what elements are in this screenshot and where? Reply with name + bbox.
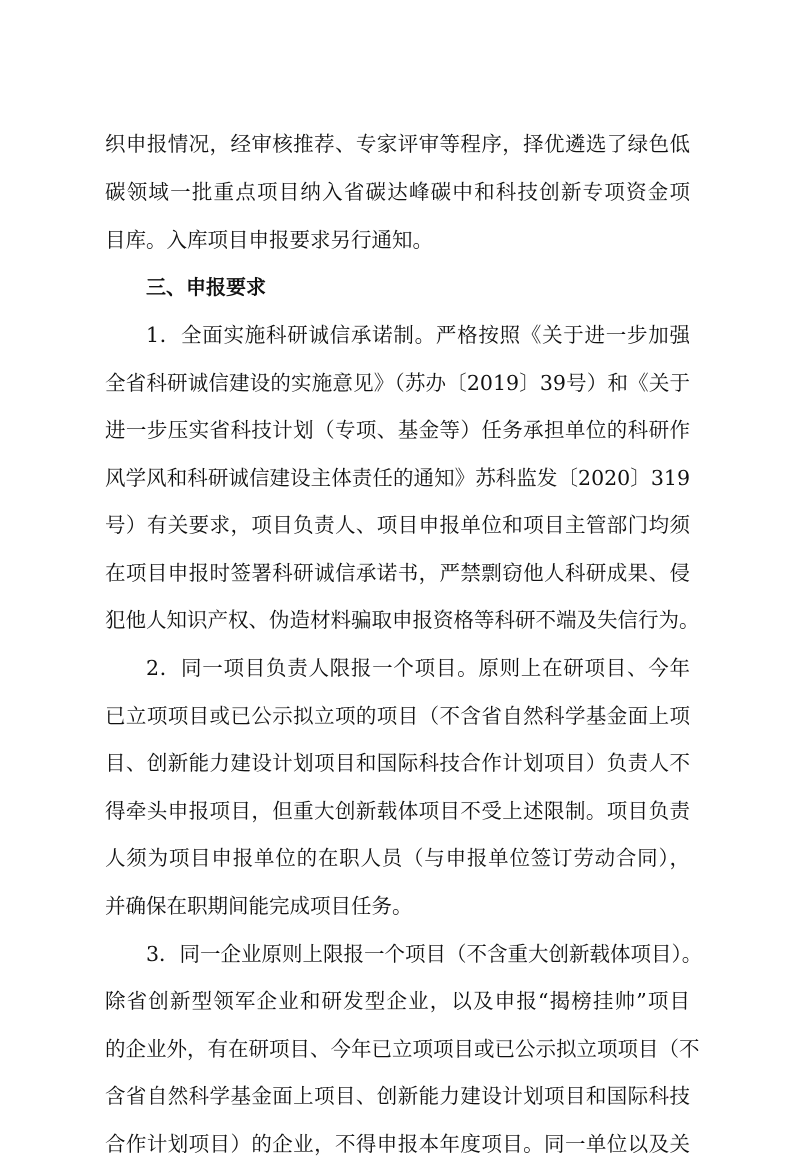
body-text-line: 风学风和科研诚信建设主体责任的通知》苏科监发〔2020〕319 [105, 466, 690, 490]
body-text-line: 全省科研诚信建设的实施意见》（苏办〔2019〕39号）和《关于 [105, 371, 690, 395]
body-text-line: 1．全面实施科研诚信承诺制。严格按照《关于进一步加强 [146, 323, 690, 347]
body-text-line: 目、创新能力建设计划项目和国际科技合作计划项目）负责人不 [105, 751, 690, 775]
body-text-line: 犯他人知识产权、伪造材料骗取申报资格等科研不端及失信行为。 [105, 608, 700, 632]
body-text-line: 合作计划项目）的企业，不得申报本年度项目。同一单位以及关 [105, 1132, 690, 1156]
body-text-line: 人须为项目申报单位的在职人员（与申报单位签订劳动合同）， [105, 846, 690, 870]
body-text-line: 号）有关要求，项目负责人、项目申报单位和项目主管部门均须 [105, 513, 690, 537]
body-text-line: 并确保在职期间能完成项目任务。 [105, 894, 413, 918]
body-text-line: 得牵头申报项目，但重大创新载体项目不受上述限制。项目负责 [105, 799, 690, 823]
body-text-line: 碳领域一批重点项目纳入省碳达峰碳中和科技创新专项资金项 [105, 180, 690, 204]
body-text-line: 进一步压实省科技计划（专项、基金等）任务承担单位的科研作 [105, 418, 690, 442]
body-text-line: 目库。入库项目申报要求另行通知。 [105, 228, 433, 252]
body-text-line: 已立项项目或已公示拟立项的项目（不含省自然科学基金面上项 [105, 704, 690, 728]
body-text-line: 在项目申报时签署科研诚信承诺书，严禁剽窃他人科研成果、侵 [105, 561, 690, 585]
body-text-line: 织申报情况，经审核推荐、专家评审等程序，择优遴选了绿色低 [105, 132, 690, 156]
section-heading: 三、申报要求 [146, 275, 266, 299]
body-text-line: 3．同一企业原则上限报一个项目（不含重大创新载体项目）。 [146, 942, 703, 966]
body-text-line: 2．同一项目负责人限报一个项目。原则上在研项目、今年 [146, 656, 690, 680]
body-text-line: 的企业外，有在研项目、今年已立项项目或已公示拟立项项目（不 [105, 1037, 700, 1061]
body-text-line: 含省自然科学基金面上项目、创新能力建设计划项目和国际科技 [105, 1084, 690, 1108]
body-text-line: 除省创新型领军企业和研发型企业，以及申报“揭榜挂帅”项目 [105, 989, 690, 1013]
